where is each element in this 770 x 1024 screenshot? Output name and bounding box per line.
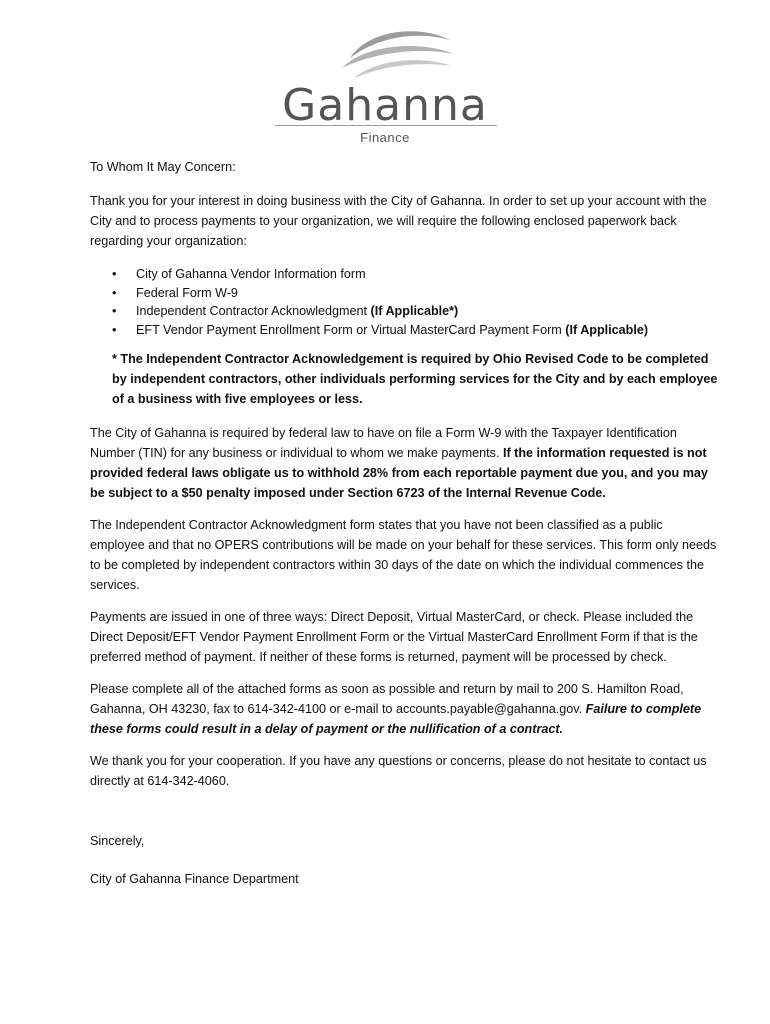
contractor-paragraph: The Independent Contractor Acknowledgment form states that you have not been classified as a public employee and that no OPERS contributions will be made on your behalf for these services. This form only needs to be completed by independent contractors within 30 days of the date on which the individual commences the services. <box>90 518 717 592</box>
signature: City of Gahanna Finance Department <box>90 872 299 886</box>
list-item: • City of Gahanna Vendor Information form <box>112 265 720 284</box>
list-item: • EFT Vendor Payment Enrollment Form or Virtual MasterCard Payment Form (If Applicable) <box>112 321 720 340</box>
logo-wordmark: Gahanna <box>282 80 488 131</box>
w9-paragraph: The City of Gahanna is required by federal law to have on file a Form W-9 with the Taxpayer Identification Number (TIN) for any business or individual to whom we make payments. If the information requested is not provided federal laws obligate us to withhold 28% from each reportable payment due you, and you may be subject to a $50 penalty imposed under Section 6723 of the Internal Revenue Code. <box>90 426 708 500</box>
letter-body <box>90 157 720 889</box>
bullet-icon: • <box>112 304 117 318</box>
bullet-icon: • <box>112 322 117 337</box>
intro-paragraph: Thank you for your interest in doing business with the City of Gahanna. In order to set up your account with the City and to process payments to your organization, we will require the following enclosed paperwork back regarding your organization: <box>90 194 707 248</box>
logo-divider <box>275 125 497 126</box>
wave-logo-icon <box>338 24 456 84</box>
bullet-icon: • <box>112 285 117 300</box>
w9-warning: If the information requested is not provided federal laws obligate us to withhold 28% from each reportable payment due you, and you may be subject to a $50 penalty imposed under Section 6723 of the Internal Revenue Code. <box>90 446 708 500</box>
submission-paragraph: Please complete all of the attached forms as soon as possible and return by mail to 200 S. Hamilton Road, Gahanna, OH 43230, fax to 614-342-4100 or e-mail to accounts.payable@gahanna.gov. Failure to complete these forms could result in a delay of payment or the nullification of a contract. <box>90 682 702 736</box>
gahanna-logo <box>0 18 770 153</box>
thanks-paragraph: We thank you for your cooperation. If you have any questions or concerns, please do not hesitate to contact us directly at 614-342-4060. <box>90 754 707 788</box>
failure-warning: Failure to complete these forms could result in a delay of payment or the nullification of a contract. <box>90 702 702 736</box>
required-documents-list <box>90 265 720 339</box>
applicability-note: (If Applicable) <box>565 322 649 337</box>
payments-paragraph: Payments are issued in one of three ways: Direct Deposit, Virtual MasterCard, or check. Please included the Direct Deposit/EFT Vendor Payment Enrollment Form or the Virtual MasterCard Enrollment Form if that is the preferred method of payment. If neither of these forms is returned, payment will be processed by check. <box>90 610 698 664</box>
closing: Sincerely, <box>90 834 145 848</box>
list-item: • Independent Contractor Acknowledgment (If Applicable*) <box>112 302 720 321</box>
list-item: • Federal Form W-9 <box>112 284 720 303</box>
logo-subtitle: Finance <box>360 130 410 145</box>
contractor-footnote: * The Independent Contractor Acknowledgement is required by Ohio Revised Code to be completed by independent contractors, other individuals performing services for the City and by each employee of a business with five employees or less. <box>112 352 718 406</box>
applicability-note: (If Applicable*) <box>370 304 459 318</box>
bullet-icon: • <box>112 267 117 281</box>
salutation: To Whom It May Concern: <box>90 160 236 174</box>
